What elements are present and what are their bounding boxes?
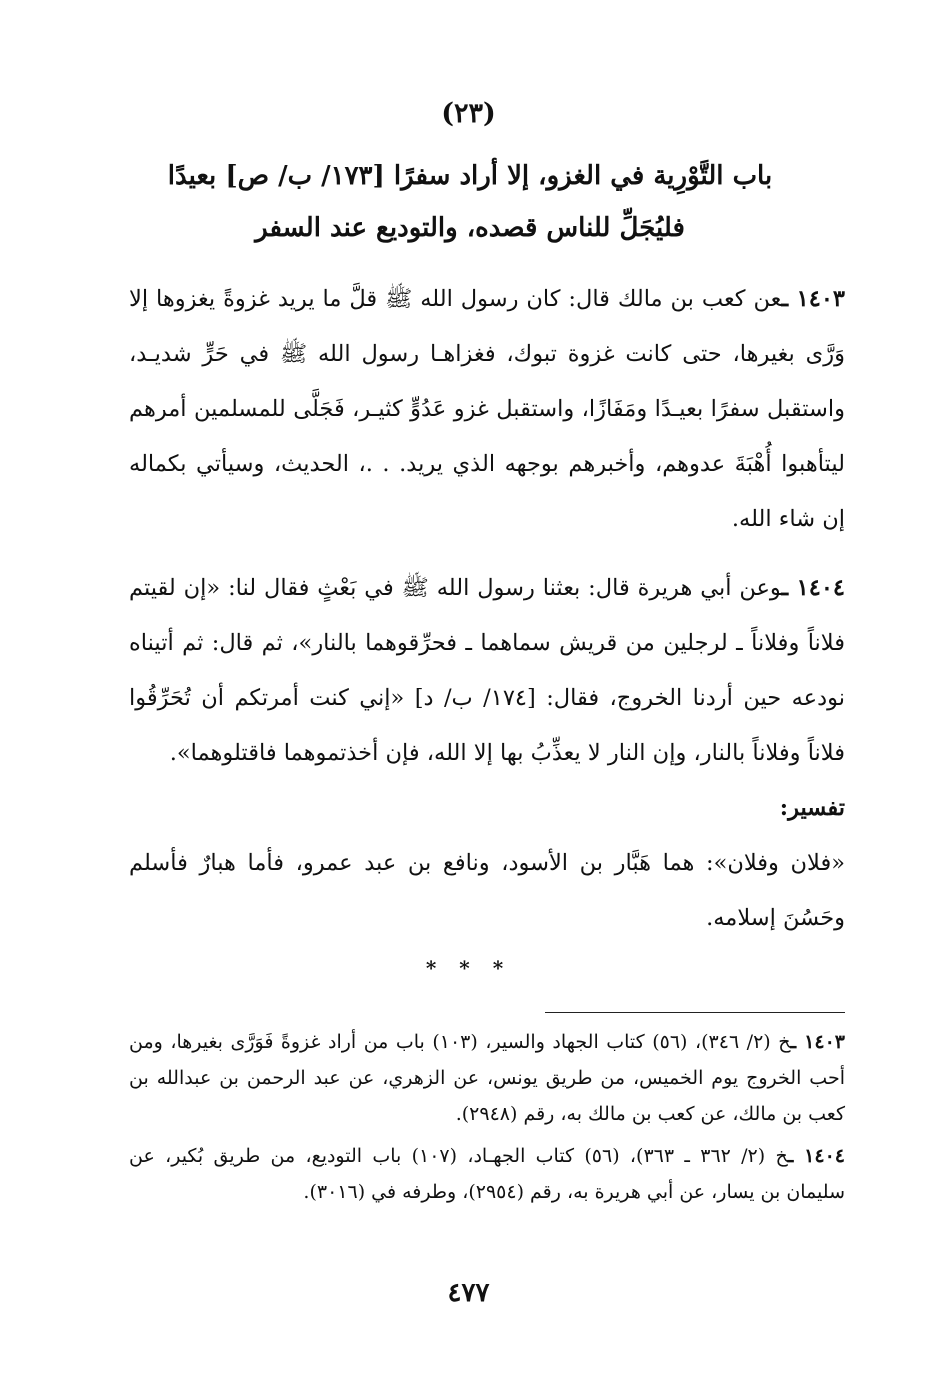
main-text — [129, 272, 845, 946]
chapter-title — [100, 150, 840, 254]
section-separator: * * * — [425, 956, 512, 980]
hadith-number: ١٤٠٤ ـ — [781, 575, 845, 601]
footnote-divider — [545, 1012, 845, 1013]
chapter-title-line-1: باب التَّوْرِية في الغزو، إلا أراد سفرًا [١٧٣/ ب/ ص] بعيدًا — [167, 161, 773, 191]
hadith-text: عن كعب بن مالك قال: كان رسول الله ﷺ قلَّ ما يريد غزوةً يغزوها إلا وَرَّى بغيرها، حتى كانت غزوة تبوك، فغزاهـا رسول الله ﷺ في حَرٍّ شديـد، واستقبل سفرًا بعيـدًا ومَفَازًا، واستقبل غزو عَدُوٍّ كثيـر، فَجَلَّى للمسلمين أمرهم ليتأهبوا أُهْبَةَ عدوهم، وأخبرهم بوجهه الذي يريد. . .، الحديث، وسيأتي بكماله إن شاء الله. — [129, 286, 845, 532]
chapter-number: (٢٣) — [441, 98, 496, 129]
footnote-number: ١٤٠٤ ـ — [787, 1145, 845, 1167]
footnote-text: خ (٢/ ٣٦٢ ـ ٣٦٣)، (٥٦) كتاب الجهـاد، (١٠٧) باب التوديع، من طريق بُكير، عن سليمان بن يسار، عن أبي هريرة به، رقم (٢٩٥٤)، وطرفه في (٣٠١٦). — [129, 1145, 845, 1203]
footnote-number: ١٤٠٣ ـ — [790, 1031, 845, 1053]
hadith-1404 — [129, 561, 845, 781]
hadith-number: ١٤٠٣ ـ — [781, 286, 845, 312]
hadith-1403 — [129, 272, 845, 547]
page-number: ٤٧٧ — [447, 1278, 490, 1308]
chapter-title-line-2: فليُجَلِّ للناس قصده، والتوديع عند السفر — [255, 213, 685, 243]
tafsir-text: «فلان وفلان»: هما هَبَّار بن الأسود، ونافع بن عبد عمرو، فأما هبارٌ فأسلم وحَسُنَ إسلامه. — [129, 850, 845, 931]
footnote-1404 — [129, 1138, 845, 1210]
hadith-text: وعن أبي هريرة قال: بعثنا رسول الله ﷺ في بَعْثٍ فقال لنا: «إن لقيتم فلاناً وفلاناً ـ لرجلين من قريش سماهما ـ فحرِّقوهما بالنار»، ثم قال: ثم أتيناه نودعه حين أردنا الخروج، فقال: [١٧٤/ ب/ د] «إني كنت أمرتكم أن تُحَرِّقُوا فلاناً وفلاناً بالنار، وإن النار لا يعذِّبُ بها إلا الله، فإن أخذتموهما فاقتلوهما». — [129, 575, 845, 766]
footnote-text: خ (٢/ ٣٤٦)، (٥٦) كتاب الجهاد والسير، (١٠٣) باب من أراد غزوةً فَوَرَّى بغيرها، ومن أحب الخروج يوم الخميس، من طريق يونس، عن الزهري، عن عبد الرحمن بن عبدالله بن كعب بن مالك، عن كعب بن مالك به، رقم (٢٩٤٨). — [129, 1031, 845, 1125]
footnote-1403 — [129, 1024, 845, 1132]
tafsir-heading: تفسير: — [779, 795, 845, 821]
footnotes — [129, 1024, 845, 1210]
